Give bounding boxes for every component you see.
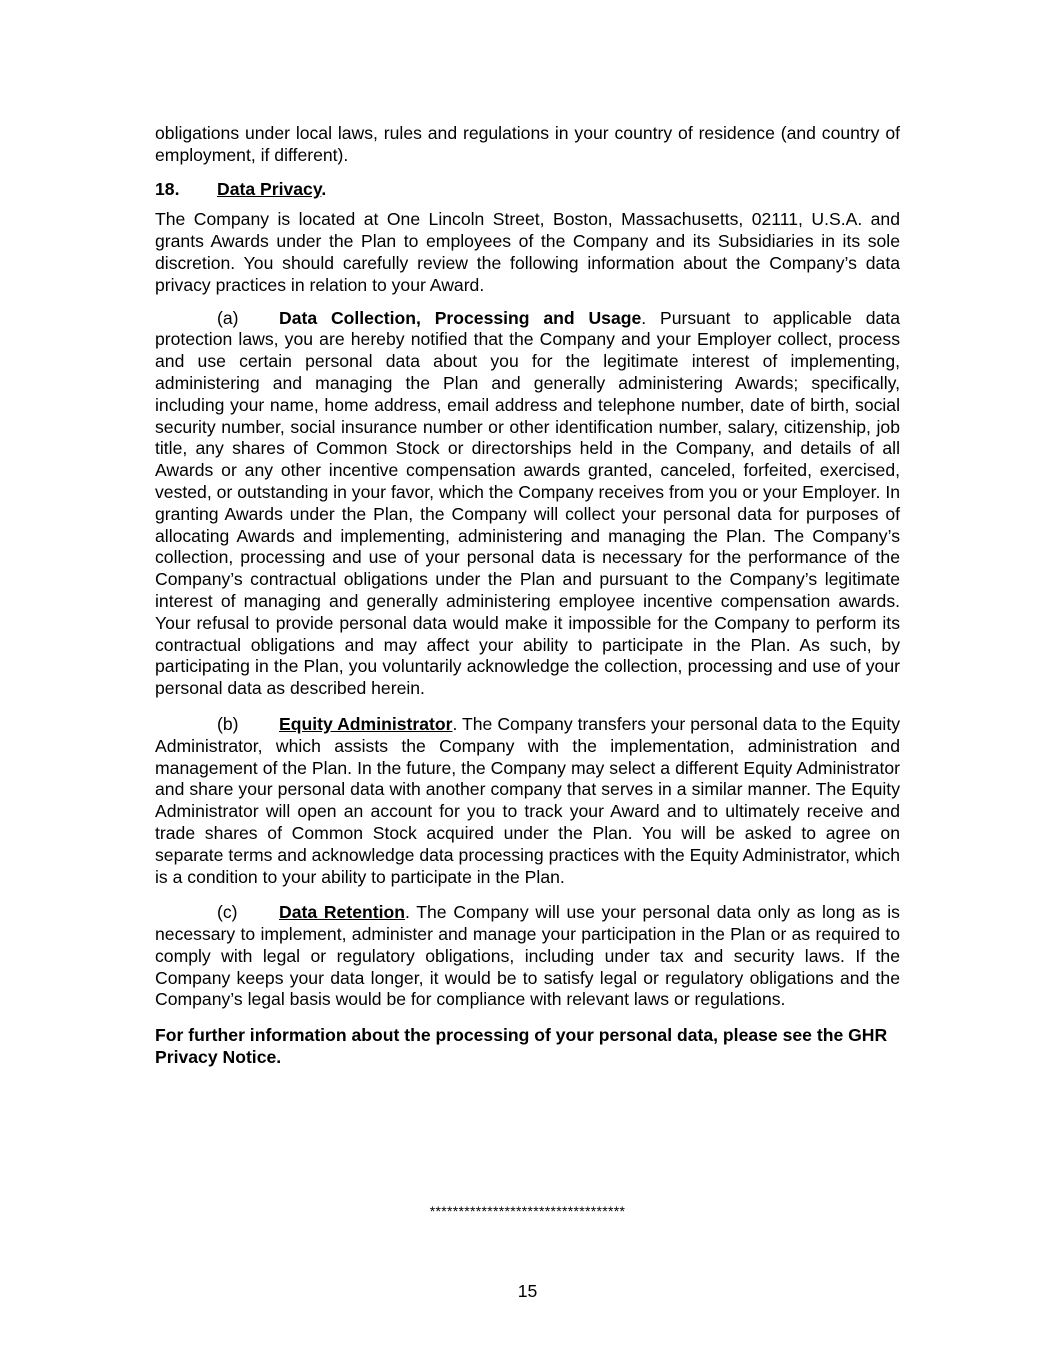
subsection-b-text: . The Company transfers your personal data to the Equity Administrator, which assists the Company with the implementation, administration and management of the Plan. In the future, the Company may select a different Equity Administrator and share your personal data with another company that serves in a similar manner. The Equity Administrator will open an account for you to track your Award and to ultimately receive and trade shares of Common Stock acquired under the Plan. You will be asked to agree on separate terms and acknowledge data processing practices with the Equity Administrator, which is a condition to your ability to participate in the Plan. <box>155 713 900 887</box>
subsection-a <box>155 308 900 700</box>
subsection-c-title: Data Retention <box>279 902 405 923</box>
subsection-a-text: . Pursuant to applicable data protection laws, you are hereby notified that the Company and your Employer collect, process and use certain personal data about you for the legitimate interest of implementing, administering and managing the Plan and generally administering Awards; specifically, including your name, home address, email address and telephone number, date of birth, social security number, social insurance number or other identification number, salary, citizenship, job title, any shares of Common Stock or directorships held in the Company, and details of all Awards or any other incentive compensation awards granted, canceled, forfeited, exercised, vested, or outstanding in your favor, which the Company receives from you or your Employer. In granting Awards under the Plan, the Company will collect your personal data for purposes of allocating Awards and implementing, administering and managing the Plan. The Company’s collection, processing and use of your personal data is necessary for the performance of the Company’s contractual obligations under the Plan and pursuant to the Company’s legitimate interest of managing and generally administering employee incentive compensation awards. Your refusal to provide personal data would make it impossible for the Company to perform its contractual obligations and may affect your ability to participate in the Plan. As such, by participating in the Plan, you voluntarily acknowledge the collection, processing and use of your personal data as described herein. <box>155 307 900 699</box>
subsection-c-text: . The Company will use your personal data only as long as is necessary to implement, administer and manage your participation in the Plan or as required to comply with legal or regulatory obligations, including under tax and security laws. If the Company keeps your data longer, it would be to satisfy legal or regulatory obligations and the Company’s legal basis would be for compliance with relevant laws or regulations. <box>155 902 900 1010</box>
document-page <box>155 123 900 1069</box>
section-body: The Company is located at One Lincoln Street, Boston, Massachusetts, 02111, U.S.A. and grants Awards under the Plan to employees of the Company and its Subsidiaries in its sole discretion. You should carefully review the following information about the Company’s data privacy practices in relation to your Award. <box>155 209 900 295</box>
page-number: 15 <box>517 1281 538 1301</box>
subsection-b <box>155 714 900 888</box>
section-title: Data Privacy <box>217 178 322 199</box>
section-number: 18. <box>155 178 180 199</box>
section-heading <box>155 179 900 201</box>
intro-paragraph: obligations under local laws, rules and regulations in your country of residence (and country of employment, if different). <box>155 123 900 165</box>
subsection-b-label: (b) <box>217 713 239 734</box>
separator-stars: ********************************** <box>429 1203 626 1219</box>
subsection-a-title: Data Collection, Processing and Usage <box>279 307 642 328</box>
section-title-suffix: . <box>321 178 327 199</box>
subsection-c-label: (c) <box>217 902 238 923</box>
subsection-c <box>155 902 900 1011</box>
closing-note: For further information about the processing of your personal data, please see the GHR Privacy Notice. <box>155 1025 888 1068</box>
subsection-b-title: Equity Administrator <box>279 713 453 734</box>
subsection-a-label: (a) <box>217 307 239 328</box>
